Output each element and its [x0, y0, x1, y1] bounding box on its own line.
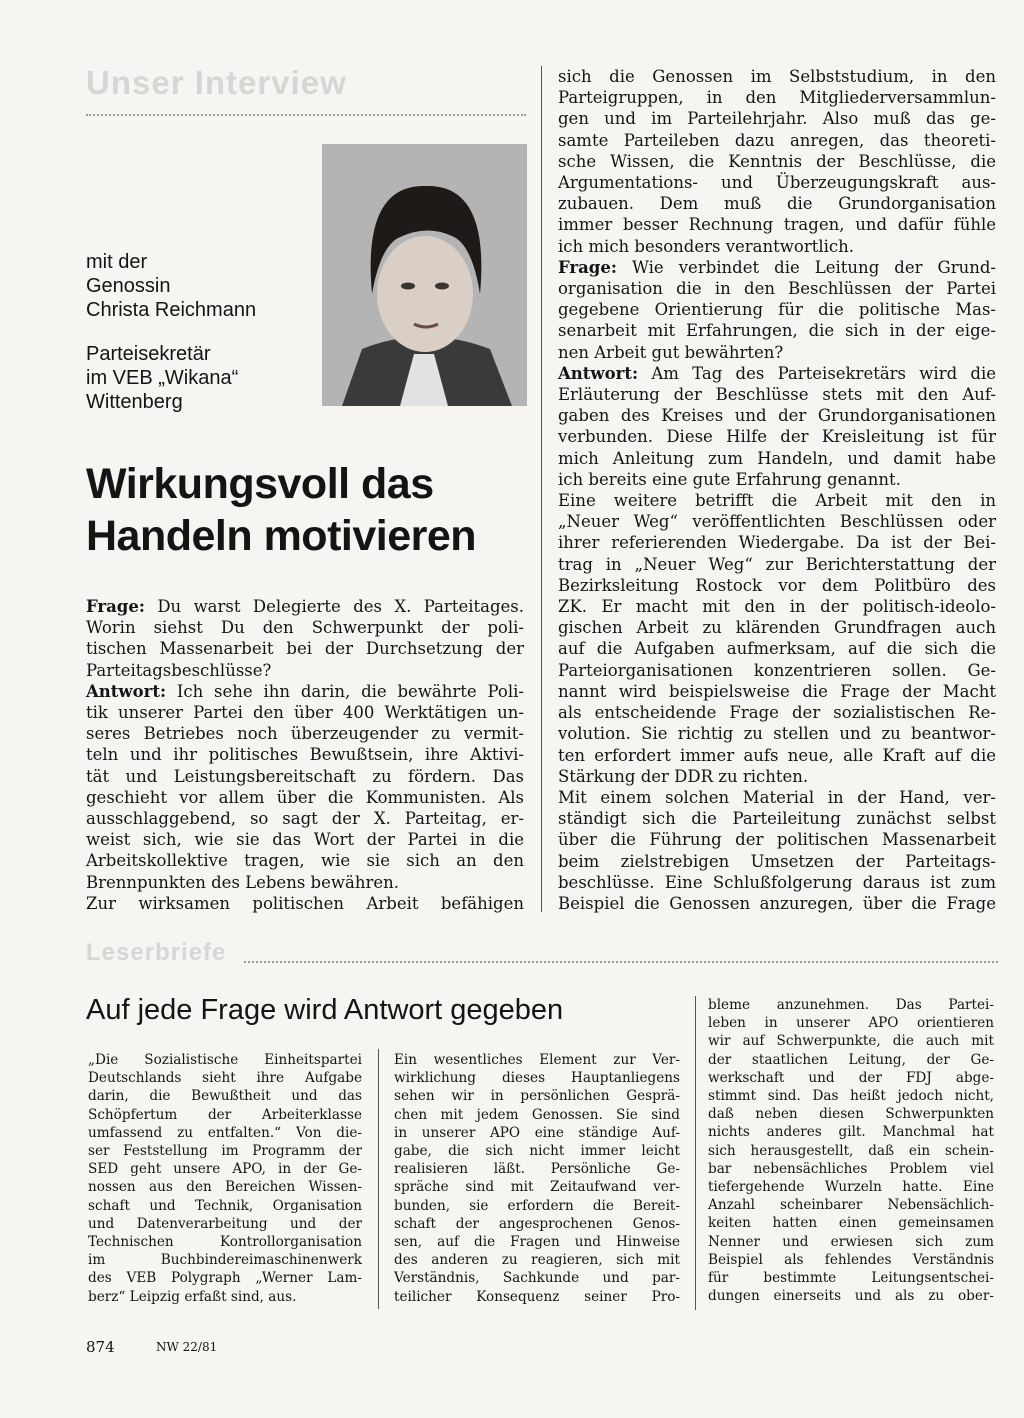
text-line: beschlüsse. Eine Schlußfolgerung daraus ist zum: [558, 872, 996, 892]
intro-line: mit der: [86, 251, 148, 273]
section-kicker-letters: Leserbriefe: [86, 939, 227, 966]
interview-column-2: [558, 66, 996, 914]
text-line: tik unserer Partei den über 400 Werktätigen un-: [86, 703, 524, 723]
text-line: in unserer APO eine ständige Auf-: [394, 1124, 680, 1141]
text-line: nichts anderes gilt. Manchmal hat: [708, 1124, 994, 1141]
text-line: sen, auf die Fragen und Hinweise: [394, 1234, 680, 1251]
letters-headline: Auf jede Frage wird Antwort gegeben: [86, 994, 564, 1026]
text-line: Anzahl scheinbarer Nebensächlich-: [708, 1197, 994, 1214]
text-line: dungen einerseits und als zu ober-: [708, 1288, 994, 1305]
text-line: darin, die Bewußtheit und das: [88, 1088, 362, 1105]
text-line: Bezirksleitung Rostock vor dem Politbüro des: [558, 575, 996, 595]
interviewee-name: Christa Reichmann: [86, 299, 257, 321]
text-line: im Buchbindereimaschinenwerk: [88, 1252, 362, 1269]
text-line: Argumentations- und Überzeugungskraft aus-: [558, 173, 996, 193]
text-line: volution. Sie richtig zu stellen und zu beantwor-: [558, 724, 996, 744]
text-line: sche Wissen, die Kenntnis der Beschlüsse, die: [558, 151, 996, 171]
text-line: sich herausgestellt, daß ein schein-: [708, 1142, 994, 1159]
text-line: schaft und Technik, Organisation: [88, 1197, 362, 1214]
page-number: 874: [86, 1338, 115, 1356]
text-line: Erläuterung der Beschlüsse stets mit den Auf-: [558, 385, 996, 405]
letters-kicker-rule: [244, 961, 998, 963]
text-line: wir auf Schwerpunkte, die auch mit: [708, 1033, 994, 1050]
text-line: SED geht unsere APO, in der Ge-: [88, 1161, 362, 1178]
article-headline: [86, 458, 526, 562]
text-line: des VEB Polygraph „Werner Lam-: [88, 1270, 362, 1287]
text-line: gischen Arbeit zu klärenden Grundfragen auch: [558, 618, 996, 638]
text-line: realisieren läßt. Persönliche Ge-: [394, 1161, 680, 1178]
text-line: ZK. Er macht mit den in der politisch-ideolo-: [558, 597, 996, 617]
role-line: Parteisekretär: [86, 343, 211, 365]
headline-line: Handeln motivieren: [86, 512, 477, 560]
text-line: weist sich, wie sie das Wort der Partei in die: [86, 830, 524, 850]
text-line: Brennpunkten des Lebens bewähren.: [86, 872, 399, 892]
text-line: spräche sind mit Zeitaufwand ver-: [394, 1179, 680, 1196]
text-line: als entscheidende Frage der sozialistischen Re-: [558, 703, 996, 723]
text-line: samte Parteileben dazu anregen, das theoreti-: [558, 130, 996, 150]
interviewee-intro: [86, 250, 316, 322]
text-line: ich bereits eine gute Erfahrung genannt.: [558, 469, 901, 489]
speaker-label: Frage:: [86, 597, 145, 616]
text-line: organisation die in den Beschlüssen der Partei: [558, 279, 996, 299]
text-line: senarbeit mit Erfahrungen, die sich in der eige-: [558, 321, 996, 341]
text-line: der staatlichen Leitung, der Ge-: [708, 1051, 994, 1068]
text-line: Parteitagsbeschlüsse?: [86, 660, 272, 680]
speaker-label: Antwort:: [86, 681, 167, 701]
text-line: ser Feststellung im Programm der: [88, 1143, 362, 1160]
portrait-photo: [322, 144, 527, 406]
column-divider: [378, 1049, 379, 1309]
text-line: seres Betriebes noch überzeugender zu vermit-: [86, 724, 524, 744]
text-line: bunden, sie erfordern die Bereit-: [394, 1197, 680, 1214]
intro-line: Genossin: [86, 275, 171, 297]
text-line: Nenner und erwiesen sich zum: [708, 1233, 994, 1250]
text-line: Antwort: Am Tag des Parteisekretärs wird die: [558, 363, 996, 383]
text-line: tischen Massenarbeit bei der Durchsetzung der: [86, 639, 524, 659]
text-line: zubauen. Dem muß die Grundorganisation: [558, 194, 996, 214]
text-line: Beispiel als fehlendes Verständnis: [708, 1251, 994, 1268]
letters-column-1: [88, 1051, 362, 1306]
letters-column-3: [708, 996, 994, 1305]
text-line: Worin siehst Du den Schwerpunkt der poli-: [86, 618, 524, 638]
text-line: Schöpfertum der Arbeiterklasse: [88, 1106, 362, 1123]
text-line: des anderen zu reagieren, sich mit: [394, 1252, 680, 1269]
column-divider: [695, 996, 696, 1310]
section-kicker-interview: Unser Interview: [86, 64, 347, 101]
text-line: trag in „Neuer Weg“ zur Berichterstattung der: [558, 554, 996, 574]
text-line: tiefergehende Wurzeln hatte. Eine: [708, 1179, 994, 1196]
text-line: ten erfordert immer aufs neue, alle Kraft auf die: [558, 745, 996, 765]
text-line: nossen aus den Bereichen Wissen-: [88, 1179, 362, 1196]
headline-line: Wirkungsvoll das: [86, 460, 434, 508]
text-line: geschieht vor allem über die Kommunisten. Als: [86, 787, 524, 807]
text-line: Stärkung der DDR zu richten.: [558, 766, 809, 786]
column-divider: [541, 66, 542, 912]
text-line: für bestimmte Leitungsentschei-: [708, 1270, 994, 1287]
text-line: werkschaft und der FDJ abge-: [708, 1069, 994, 1086]
text-line: Frage: Wie verbindet die Leitung der Grund-: [558, 257, 996, 277]
text-line: nen Arbeit gut bewährten?: [558, 342, 784, 362]
letters-column-2: [394, 1051, 680, 1306]
text-line: Verständnis, Sachkunde und par-: [394, 1270, 680, 1287]
text-line: Beispiel die Genossen anzuregen, über die Frage: [558, 893, 996, 913]
text-line: Frage: Du warst Delegierte des X. Parteitages.: [86, 597, 525, 616]
text-line: teilicher Konsequenz seiner Pro-: [394, 1288, 680, 1305]
text-line: verbunden. Diese Hilfe der Kreisleitung ist für: [558, 427, 996, 447]
text-line: gabe, die sich nicht immer leicht: [394, 1143, 680, 1160]
text-line: gegebene Orientierung für die politische Mas-: [558, 300, 996, 320]
text-line: beim zielstrebigen Umsetzen der Parteitags-: [558, 851, 996, 871]
text-line: leben in unserer APO orientieren: [708, 1015, 994, 1032]
text-line: tät und Leistungsbereitschaft zu fördern. Das: [86, 766, 524, 786]
text-line: sehen wir in persönlichen Gesprä-: [394, 1088, 680, 1105]
role-line: im VEB „Wikana“: [86, 367, 239, 389]
text-line: bar nebensächliches Problem viel: [708, 1160, 994, 1177]
text-line: Parteigruppen, in den Mitgliederversammlun-: [558, 88, 996, 108]
text-line: nannt wird beispielsweise die Frage der Macht: [558, 681, 996, 701]
text-line: berz“ Leipzig erfaßt sind, aus.: [88, 1288, 297, 1305]
speaker-label: Frage:: [558, 257, 617, 277]
text-line: Technischen Kontrollorganisation: [88, 1234, 362, 1251]
role-line: Wittenberg: [86, 391, 183, 413]
text-line: chen mit jedem Genossen. Sie sind: [394, 1106, 680, 1123]
text-line: und Datenverarbeitung und der: [88, 1215, 362, 1232]
text-line: Zur wirksamen politischen Arbeit befähigen: [86, 893, 524, 913]
text-line: daß neben diesen Schwerpunkten: [708, 1106, 994, 1123]
text-line: umfassend zu entfalten.“ Von die-: [88, 1124, 362, 1141]
issue-label: NW 22/81: [156, 1340, 218, 1354]
text-line: immer besser Rechnung tragen, und dafür fühle: [558, 215, 996, 235]
text-line: ihrer referierenden Wiedergabe. Da ist der Bei-: [558, 533, 996, 553]
text-line: keiten hatten einen gemeinsamen: [708, 1215, 994, 1232]
text-line: auf die Aufgaben aufmerksam, auf die sich die: [558, 639, 996, 659]
text-line: Eine weitere betrifft die Arbeit mit den in: [558, 491, 996, 511]
text-line: Parteiorganisationen konzentrieren sollen. Ge-: [558, 660, 996, 680]
text-line: wirklichung dieses Hauptanliegens: [394, 1070, 680, 1087]
interview-column-1: [86, 596, 524, 914]
text-line: „Die Sozialistische Einheitspartei: [88, 1052, 362, 1068]
text-line: stimmt sind. Das heißt jedoch nicht,: [708, 1088, 994, 1105]
text-line: „Neuer Weg“ veröffentlichten Beschlüssen oder: [558, 512, 996, 532]
text-line: ausschlaggebend, so sagt der X. Parteitag, er-: [86, 809, 524, 829]
text-line: ständigt sich die Parteileitung zunächst selbst: [558, 809, 996, 829]
text-line: bleme anzunehmen. Das Partei-: [708, 997, 994, 1013]
text-line: schaft der angesprochenen Genos-: [394, 1215, 680, 1232]
text-line: gaben des Kreises und der Grundorganisationen: [558, 406, 996, 426]
text-line: ich mich besonders verantwortlich.: [558, 236, 855, 256]
text-line: gen und im Parteilehrjahr. Also muß das ge-: [558, 109, 996, 129]
text-line: Mit einem solchen Material in der Hand, ver-: [558, 787, 996, 807]
text-line: Arbeitskollektive tragen, wie sie sich an den: [86, 851, 524, 871]
text-line: sich die Genossen im Selbststudium, in den: [558, 67, 996, 86]
interviewee-role: [86, 342, 316, 414]
text-line: mich Anleitung zum Handeln, und damit habe: [558, 448, 996, 468]
kicker-rule: [86, 114, 526, 116]
text-line: Deutschlands sieht ihre Aufgabe: [88, 1070, 362, 1087]
text-line: über die Führung der politischen Massenarbeit: [558, 830, 996, 850]
text-line: teln und ihr politisches Bewußtsein, ihre Aktivi-: [86, 745, 524, 765]
portrait-illustration: [322, 144, 527, 406]
text-line: Antwort: Ich sehe ihn darin, die bewährte Poli-: [86, 681, 524, 701]
text-line: Ein wesentliches Element zur Ver-: [394, 1052, 680, 1068]
speaker-label: Antwort:: [558, 363, 639, 383]
